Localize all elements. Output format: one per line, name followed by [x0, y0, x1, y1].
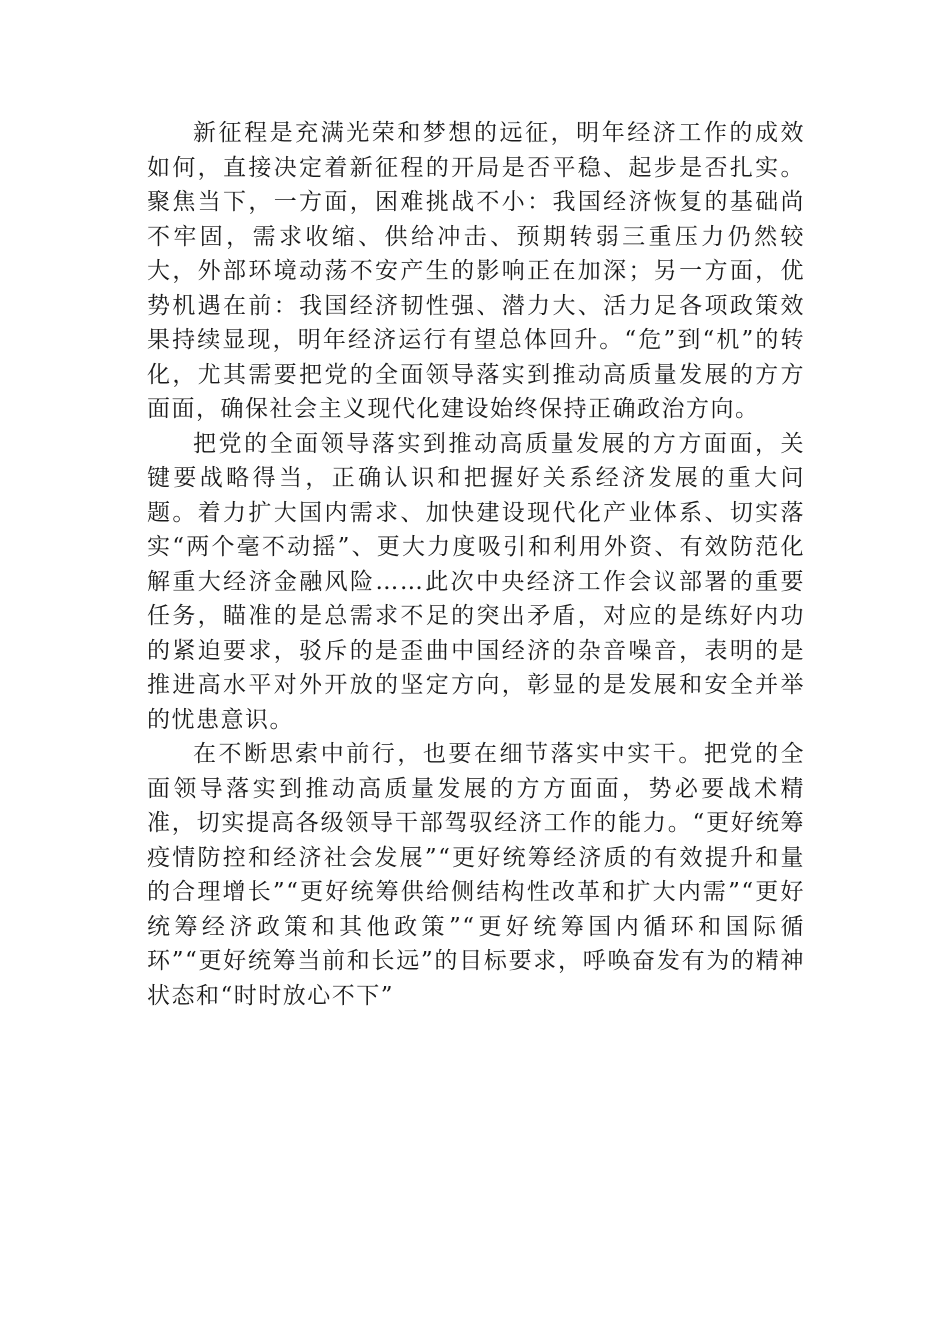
paragraph-1: 新征程是充满光荣和梦想的远征，明年经济工作的成效如何，直接决定着新征程的开局是否平稳、起步是否扎实。聚焦当下，一方面，困难挑战不小：我国经济恢复的基础尚不牢固，需求收缩、供给冲击、预期转弱三重压力仍然较大，外部环境动荡不安产生的影响正在加深；另一方面，优势机遇在前：我国经济韧性强、潜力大、活力足各项政策效果持续显现，明年经济运行有望总体回升。“危”到“机”的转化，尤其需要把党的全面领导落实到推动高质量发展的方方面面，确保社会主义现代化建设始终保持正确政治方向。: [147, 120, 805, 422]
article-body: [147, 116, 805, 1013]
paragraph-3: 在不断思索中前行，也要在细节落实中实干。把党的全面领导落实到推动高质量发展的方方面面，势必要战术精准，切实提高各级领导干部驾驭经济工作的能力。“更好统筹疫情防控和经济社会发展”“更好统筹经济质的有效提升和量的合理增长”“更好统筹供给侧结构性改革和扩大内需”“更好统筹经济政策和其他政策”“更好统筹国内循环和国际循环”“更好统筹当前和长远”的目标要求，呼唤奋发有为的精神状态和“时时放心不下”: [147, 741, 805, 1009]
paragraph-2: 把党的全面领导落实到推动高质量发展的方方面面，关键要战略得当，正确认识和把握好关系经济发展的重大问题。着力扩大国内需求、加快建设现代化产业体系、切实落实“两个毫不动摇”、更大力度吸引和利用外资、有效防范化解重大经济金融风险……此次中央经济工作会议部署的重要任务，瞄准的是总需求不足的突出矛盾，对应的是练好内功的紧迫要求，驳斥的是歪曲中国经济的杂音噪音，表明的是推进高水平对外开放的坚定方向，彰显的是发展和安全并举的忧患意识。: [147, 430, 805, 733]
